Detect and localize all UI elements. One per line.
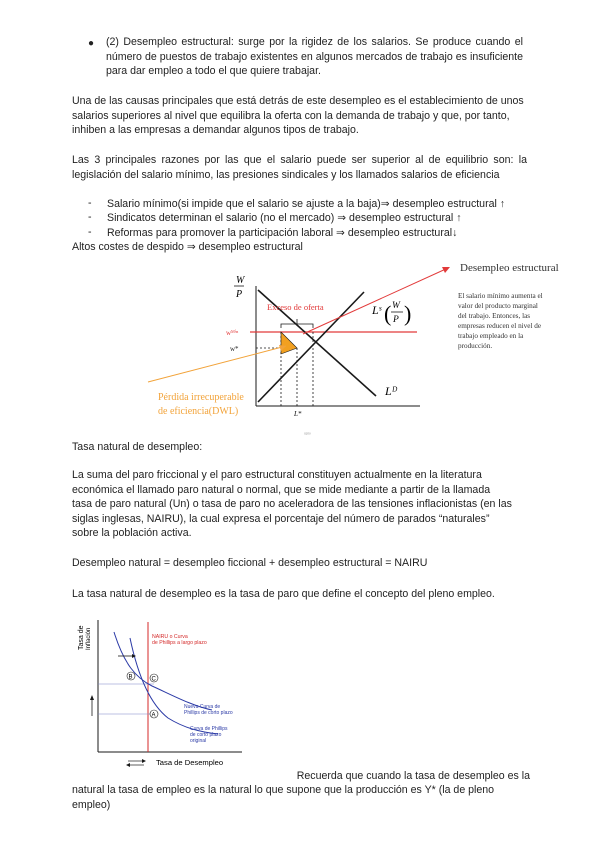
orig-curve-label-line2: de corto plazo: [190, 732, 222, 738]
paragraph-razones: Las 3 principales razones por las que el salario puede ser superior al de equilibrio son: la legislación del salario mínimo, las presiones sindicales y los llamados salarios de eficiencia: [72, 154, 527, 181]
ls-label: Lˢ: [372, 303, 382, 317]
bullet-estructural-text: (2) Desempleo estructural: surge por la rigidez de los salarios. Se produce cuando el número de puestos de trabajo existentes en algunos mercados de trabajo es insuficiente para dar empleo a todo el que quiere trabajar.: [106, 36, 523, 78]
figure-note-line-2: valor del producto marginal: [458, 302, 538, 310]
figure-note-line-1: El salario mínimo aumenta el: [458, 292, 543, 300]
list-item-sindicatos: Sindicatos determinan el salario (no el mercado) ⇒ desempleo estructural ↑: [107, 212, 462, 224]
dwl-triangle: [281, 332, 297, 354]
paragraph-suma: La suma del paro friccional y el paro estructural constituyen actualmente en la literatura económica el llamado paro natural o normal, que se mide mediante a partir de la llamada tasa de paro natural (Un) o tasa de paro no aceleradora de las tensiones inflacionistas (en las siglas inglesas, NAIRU), la cual expresa el porcentaje del número de parados “naturales” sobre la población activa.: [72, 469, 512, 540]
dwl-label-line1: Pérdida irrecuperable: [158, 392, 244, 403]
swap-arrow-bottom-head: [126, 763, 130, 767]
point-a-label: A: [151, 712, 156, 719]
nairu-label-line1: NAIRU o Curva: [152, 634, 188, 640]
dash-marker: -: [88, 197, 92, 209]
paragraph-despido: Altos costes de despido ⇒ desempleo estructural: [72, 241, 303, 253]
ls-w: W: [392, 301, 400, 311]
ls-p: P: [393, 315, 399, 325]
paragraph-definicion: La tasa natural de desempleo es la tasa de paro que define el concepto del pleno empleo.: [72, 588, 495, 600]
paragraph-causas: Una de las causas principales que está detrás de este desempleo es el establecimiento de unos salarios superiores al nivel que equilibra la oferta con la demanda de trabajo y que, por tanto, inhiben a las empresas a demandar algunos tipos de trabajo.: [72, 95, 524, 137]
dash-marker: -: [88, 226, 92, 238]
list-item-salario-minimo: Salario mínimo(si impide que el salario se ajuste a la baja)⇒ desempleo estructural ↑: [107, 198, 506, 210]
ld-label: Lᴰ: [385, 384, 398, 398]
w-min-label: wᴹⁱⁿ: [226, 329, 239, 337]
y-axis-label-p: P: [236, 289, 243, 300]
ls-paren-open: (: [384, 301, 392, 326]
figure-title: Desempleo estructural: [460, 262, 559, 274]
paragraph-formula: Desempleo natural = desempleo ficcional + desempleo estructural = NAIRU: [72, 557, 428, 569]
list-item-reformas: Reformas para promover la participación laboral ⇒ desempleo estructural↓: [107, 227, 458, 239]
x-axis-label: Tasa de Desempleo: [156, 758, 224, 767]
paragraph-recuerda-lead: Recuerda que cuando la tasa de desempleo es la: [296, 770, 530, 782]
y-axis-label-line1: Tasa de: [78, 625, 85, 650]
nairu-label-line2: de Phillips a largo plazo: [152, 640, 207, 646]
structural-unemployment-figure: [72, 256, 582, 442]
excess-brace: [281, 319, 313, 328]
figure-footer-tiny: ᵘᵖᵗᵒ: [304, 432, 311, 438]
swap-arrow-top-head: [142, 759, 146, 763]
bullet-dot: ●: [88, 38, 95, 49]
figure-note-line-5: trabajo empleado en la: [458, 332, 524, 340]
up-arrow-head: [90, 695, 94, 700]
point-c-label: C: [151, 676, 156, 683]
title-pointer-line: [303, 268, 448, 334]
orig-curve-label-line1: Curva de Phillips: [190, 726, 228, 732]
point-b-label: B: [128, 674, 133, 681]
dash-marker: -: [88, 211, 92, 223]
phillips-curve-figure: [72, 614, 252, 772]
w-star-label: w*: [230, 345, 239, 353]
dwl-label-line2: de eficiencia(DWL): [158, 406, 239, 417]
orig-curve-label-line3: original: [190, 738, 207, 744]
l-star-label: L*: [294, 410, 302, 418]
y-axis-label-line2: Inflación: [86, 627, 92, 650]
new-curve-label-line1: Nueva Curva de: [184, 704, 221, 710]
excess-supply-label: Exceso de oferta: [267, 302, 324, 312]
dwl-pointer-line: [148, 346, 286, 382]
y-axis-label-w: W: [236, 275, 245, 286]
heading-tasa-natural: Tasa natural de desempleo:: [72, 441, 203, 453]
ls-paren-close: ): [404, 301, 412, 326]
original-short-run-curve: [130, 638, 221, 734]
figure-note-line-6: producción.: [458, 342, 493, 350]
new-curve-label-line2: Phillips de corto plazo: [184, 710, 233, 716]
figure-note-line-3: del trabajo. Entonces, las: [458, 312, 531, 320]
figure-note-line-4: empresas reducen el nivel de: [458, 322, 542, 330]
paragraph-recuerda-rest: natural la tasa de empleo es la natural lo que supone que la producción es Y* (la de pleno empleo): [72, 784, 495, 811]
